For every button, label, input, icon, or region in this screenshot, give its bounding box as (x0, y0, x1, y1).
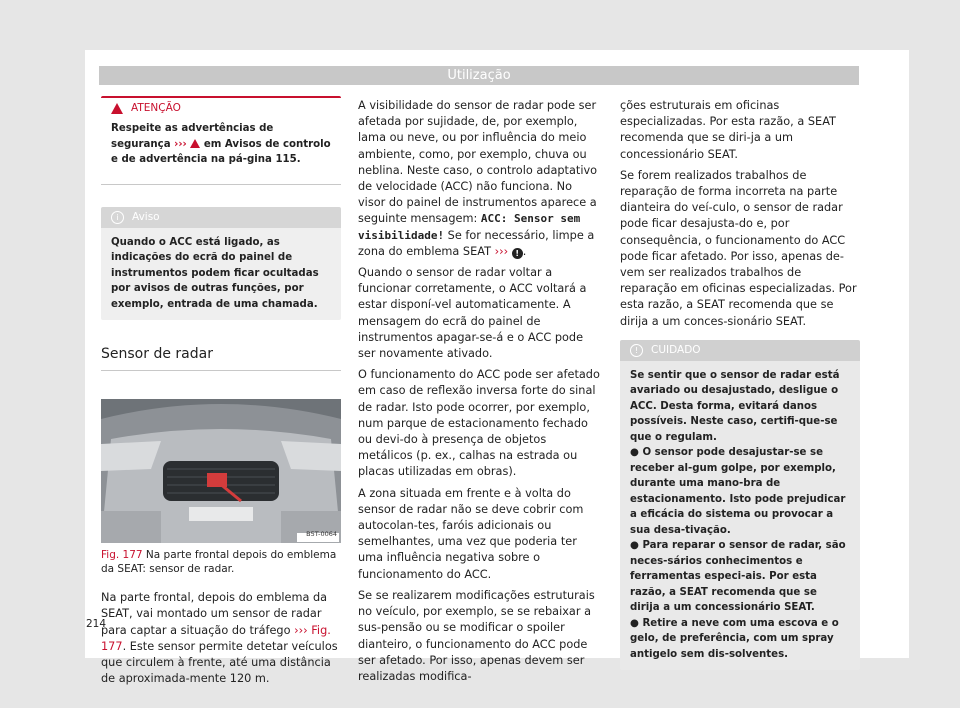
paragraph-text: A visibilidade do sensor de radar pode ser afetada por sujidade, de, por exemplo, lama ou neve, ou por influência do meio ambiente, como, por exemplo, chuva ou neblina. Neste caso, o controlo adaptativo de velocidade (ACC) não funciona. No visor do painel de instrumentos aparece a seguinte mensagem: (358, 99, 598, 226)
paragraph: Quando o sensor de radar voltar a funcionar corretamente, o ACC voltará a estar disponí-vel automaticamente. A mensagem do ecrã do painel de instrumentos apagar-se-á e o ACC pode ser novamente ativado. (358, 266, 587, 361)
warning-box (101, 96, 341, 176)
paragraph-text: . Este sensor permite detetar veículos que circulem à frente, até uma distância de aproximada-mente 120 m. (101, 639, 338, 686)
caution-text (620, 361, 860, 671)
column-middle (358, 98, 602, 690)
figure-link[interactable]: ››› Fig. 177 (101, 623, 331, 653)
paragraph: Se forem realizados trabalhos de reparação de forma incorreta na parte dianteira do veí-culo, o sensor de radar pode ficar desajusta-do e, por consequência, o funcionamento do ACC pode ficar afetado. Por isso, apenas de-vem ser realizados trabalhos de reparação em oficinas especializadas. Por esta razão, a SEAT recomenda que se dirija a um conces-sionário SEAT. (620, 168, 857, 328)
column-right (620, 98, 860, 670)
paragraph (101, 590, 341, 687)
caution-bullet-text: Para reparar o sensor de radar, são neces-sários conhecimentos e ferramentas especi-ais. Por esta razão, a SEAT recomenda que se dirija a um concessionário SEAT. (630, 540, 846, 614)
figure-caption (101, 549, 341, 576)
warning-text-b: em Avisos de controlo e de advertência na pá-gina 115. (111, 138, 331, 165)
caution-label: CUIDADO (651, 343, 701, 356)
caution-box (620, 340, 860, 671)
paragraph: A zona situada em frente e à volta do sensor de radar não se deve cobrir com autocolan-tes, faróis adicionais ou semelhantes, uma vez que poderia ter uma influência negativa sobre o funcionamento do ACC. (358, 486, 584, 581)
figure-caption-text: Na parte frontal depois do emblema da SEAT: sensor de radar. (101, 549, 337, 575)
chapter-header: Utilização (99, 66, 859, 85)
caution-intro: Se sentir que o sensor de radar está avariado ou desajustado, desligue o ACC. Desta forma, evitará danos possíveis. Neste caso, certifi-que-se que o regulam. (630, 369, 840, 443)
page-number: 214 (86, 618, 107, 630)
warning-inline-icon (190, 139, 200, 148)
info-icon: i (111, 211, 124, 224)
paragraph: O funcionamento do ACC pode ser afetado em caso de reflexão inversa forte do sinal de radar. Isto pode ocorrer, por exemplo, num parque de estacionamento fechado ou devi-do à presença de objetos metálicos (p. ex., calhas na estrada ou placas utilizadas em obras). (358, 368, 600, 479)
figure-radar-sensor (101, 399, 341, 543)
warning-text (101, 119, 341, 176)
caution-bullet: ● Retire a neve com uma escova e o gelo, de preferência, com um spray antigelo sem dis-solventes. (630, 617, 839, 660)
note-text: Quando o ACC está ligado, as indicações do ecrã do painel de instrumentos podem ficar ocultadas por avisos de outras funções, por exemplo, entrada de uma chamada. (101, 228, 341, 321)
column-left (101, 96, 341, 692)
display-message: ACC: Sensor sem visibilidade! (358, 212, 581, 242)
warning-triangle-icon (111, 103, 123, 114)
caution-header (620, 340, 860, 361)
figure-code: B5T-0064 (306, 530, 337, 538)
caution-bullet: ● O sensor pode desajustar-se se receber al-gum golpe, por exemplo, durante uma mano-bra de estacionamento. Isto pode prejudicar a eficácia do sistema ou provocar a sua desa-tivação. (630, 447, 846, 536)
paragraph: Se se realizarem modificações estruturais no veículo, por exemplo, se se rebaixar a sus-pensão ou se modificar o spoiler dianteiro, o funcionamento do ACC pode ser afetado. Por isso, apenas devem ser realizadas modifica- (358, 588, 595, 683)
note-box (101, 207, 341, 321)
caution-bullet-text: Retire a neve com uma escova e o gelo, de preferência, com um spray antigelo sem dis-solventes. (630, 617, 839, 660)
note-label: Aviso (132, 210, 160, 223)
divider (101, 184, 341, 185)
section-title: Sensor de radar (101, 346, 341, 371)
note-header (101, 207, 341, 228)
warning-text-a: Respeite as advertências de segurança (111, 123, 274, 150)
caution-ref-icon: ! (512, 248, 523, 259)
warning-label: ATENÇÃO (131, 102, 181, 114)
caution-bullet-text: O sensor pode desajustar-se se receber al-gum golpe, por exemplo, durante uma mano-bra de estacionamento. Isto pode prejudicar a eficácia do sistema ou provocar a sua desa-tivação. (630, 447, 846, 536)
caution-icon: ! (630, 344, 643, 357)
paragraph: A visibilidade do sensor de radar pode ser afetada por sujidade, de, por exemplo, lama ou neve, ou por influência do meio ambiente, como, por exemplo, chuva ou neblina. Neste caso, o controlo adaptativo de velocidade (ACC) não funciona. No visor do painel de instrumentos aparece a seguinte mensagem: ACC: Sensor sem visibilidade! Se for necessário, limpe a zona do emblema SEAT ››› ! . (358, 99, 598, 258)
warning-arrow[interactable]: ››› (174, 138, 187, 150)
figure-label: Fig. 177 (101, 549, 143, 562)
paragraph-text: Se for necessário, limpe a zona do emblema SEAT (358, 228, 595, 258)
caution-bullet: ● Para reparar o sensor de radar, são neces-sários conhecimentos e ferramentas especi-ais. Por esta razão, a SEAT recomenda que se dirija a um concessionário SEAT. (630, 540, 846, 614)
paragraph-text: Na parte frontal, depois do emblema da SEAT, vai montado um sensor de radar para captar a situação do tráfego (101, 591, 328, 637)
warning-header (101, 98, 341, 119)
paragraph: ções estruturais em oficinas especializadas. Por esta razão, a SEAT recomenda que se diri-ja a um concessionário SEAT. (620, 99, 836, 161)
car-front-illustration (101, 399, 341, 543)
note-arrow[interactable]: ››› (494, 244, 509, 258)
